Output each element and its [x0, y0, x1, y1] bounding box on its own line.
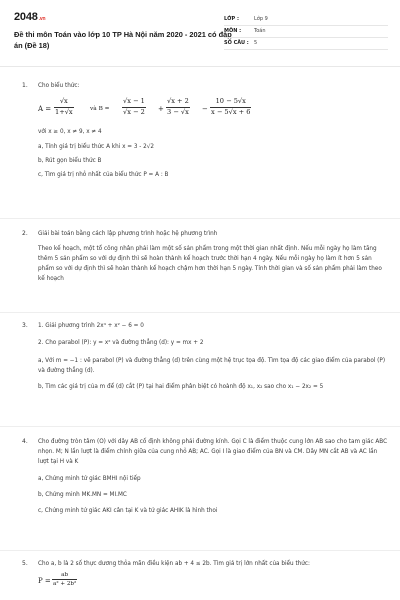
question-divider — [0, 426, 400, 427]
question-intro: Giải bài toán bằng cách lập phương trình hoặc hệ phương trình — [38, 231, 218, 237]
logo-text: 2048 — [14, 11, 38, 23]
question-body — [38, 230, 388, 285]
meta-key: MÔN : — [224, 27, 242, 34]
fraction-denominator: √x − 2 — [123, 107, 145, 116]
fraction-numerator: ab — [52, 571, 77, 580]
formula-plus: + — [158, 105, 164, 114]
question-text: Cho đường tròn tâm (O) với dây AB cố định không phải đường kính. Gọi C là điểm thuộc cung lớn AB sao cho tam giác ABC nhọn. M; N lần lượt là điểm chính giữa của cung nhỏ AB; AC. Gọi I là giao điểm của BN và CM. Dây MN cắt AB và AC lần lượt tại H và K — [38, 439, 388, 465]
question-number: 2. — [22, 230, 28, 237]
meta-row-grade — [224, 14, 388, 26]
question-divider — [0, 218, 400, 219]
fraction-denominator: a² + 2b² — [53, 581, 77, 588]
meta-key: SỐ CÂU : — [224, 39, 249, 46]
header-divider — [0, 66, 400, 67]
meta-key: LỚP : — [224, 15, 239, 22]
meta-value: Lớp 9 — [254, 15, 268, 22]
question-part: a, Với m = −1 : vẽ parabol (P) và đường thẳng (d) trên cùng một hệ trục tọa độ. Tìm tọa độ các giao điểm của parabol (P) và đường thẳng (d). — [38, 357, 386, 374]
question-number: 3. — [22, 322, 28, 329]
fraction-b2 — [166, 97, 190, 117]
meta-row-count — [224, 38, 388, 50]
formula-minus: − — [202, 105, 208, 114]
question-part: c, Tìm giá trị nhỏ nhất của biểu thức P = A : B — [38, 172, 169, 179]
question-body — [38, 560, 388, 591]
fraction-denominator: x − 5√x + 6 — [211, 107, 251, 116]
question-divider — [0, 550, 400, 551]
fraction-numerator: 10 − 5√x — [210, 97, 251, 108]
meta-table — [224, 14, 388, 50]
question-divider — [0, 312, 400, 313]
question-body — [38, 82, 388, 185]
question-part: b, Rút gọn biểu thức B — [38, 157, 102, 164]
fraction-denominator: 1+√x — [55, 107, 73, 116]
fraction-b3 — [210, 97, 251, 117]
question-part: b, Chứng minh MK.MN = MI.MC — [38, 492, 127, 499]
page-title: Đề thi môn Toán vào lớp 10 TP Hà Nội năm 2020 - 2021 có đáp án (Đề 18) — [14, 30, 232, 50]
expression-formula — [38, 571, 388, 591]
question-intro: Cho a, b là 2 số thực dương thỏa mãn điều kiện ab + 4 ≤ 2b. Tìm giá trị lớn nhất của biểu thức: — [38, 561, 310, 567]
fraction-p — [52, 571, 77, 588]
question-text: Theo kế hoạch, một tổ công nhân phải làm một số sản phẩm trong một thời gian nhất định. Nếu mỗi ngày họ làm tăng thêm 5 sản phẩm so với dự định thì sẽ hoàn thành kế hoạch trước thời hạn 4 ngày. Nếu mỗi ngày họ làm ít hơn 5 sản phẩm so với dự định thì sẽ hoàn thành kế hoạch chậm hơn thời hạn 5 ngày. Tính thời gian và số sản phẩm phải làm theo kế hoạch — [38, 246, 382, 283]
question-body — [38, 438, 388, 522]
fraction-denominator: 3 − √x — [167, 107, 189, 116]
question-part: a, Chứng minh tứ giác BMHI nội tiếp — [38, 475, 141, 482]
fraction-numerator: √x − 1 — [122, 97, 146, 108]
question-part: c, Chứng minh tứ giác AKI cân tại K và tứ giác AHIK là hình thoi — [38, 508, 218, 515]
fraction-numerator: √x + 2 — [166, 97, 190, 108]
question-part: 1. Giải phương trình 2x⁴ + x² − 6 = 0 — [38, 323, 144, 329]
question-number: 5. — [22, 560, 28, 567]
meta-value: Toán — [254, 27, 266, 34]
question-part: 2. Cho parabol (P): y = x² và đường thẳng (d): y = mx + 2 — [38, 340, 204, 347]
question-condition: với x ≥ 0, x ≠ 9, x ≠ 4 — [38, 129, 102, 136]
page-header — [0, 0, 400, 62]
fraction-a — [54, 97, 74, 117]
formula-a-prefix: A = — [38, 105, 52, 114]
logo-suffix: .vn — [38, 16, 46, 22]
site-logo[interactable] — [14, 10, 45, 26]
formula-and: và B = — [90, 106, 110, 113]
expression-formula — [38, 96, 388, 122]
question-intro: Cho biểu thức: — [38, 83, 80, 89]
question-body — [38, 322, 388, 393]
formula-prefix: P = — [38, 577, 51, 586]
meta-value: 5 — [254, 39, 258, 46]
question-number: 4. — [22, 438, 28, 445]
question-part: a, Tính giá trị biểu thức A khi x = 3 - 2√2 — [38, 143, 154, 150]
question-part: b, Tìm các giá trị của m để (d) cắt (P) tại hai điểm phân biệt có hoành độ x₁, x₂ sao cho x₁ − 2x₂ = 5 — [38, 384, 324, 391]
fraction-numerator: √x — [54, 97, 74, 108]
meta-row-subject — [224, 26, 388, 38]
question-number: 1. — [22, 82, 28, 89]
fraction-b1 — [122, 97, 146, 117]
